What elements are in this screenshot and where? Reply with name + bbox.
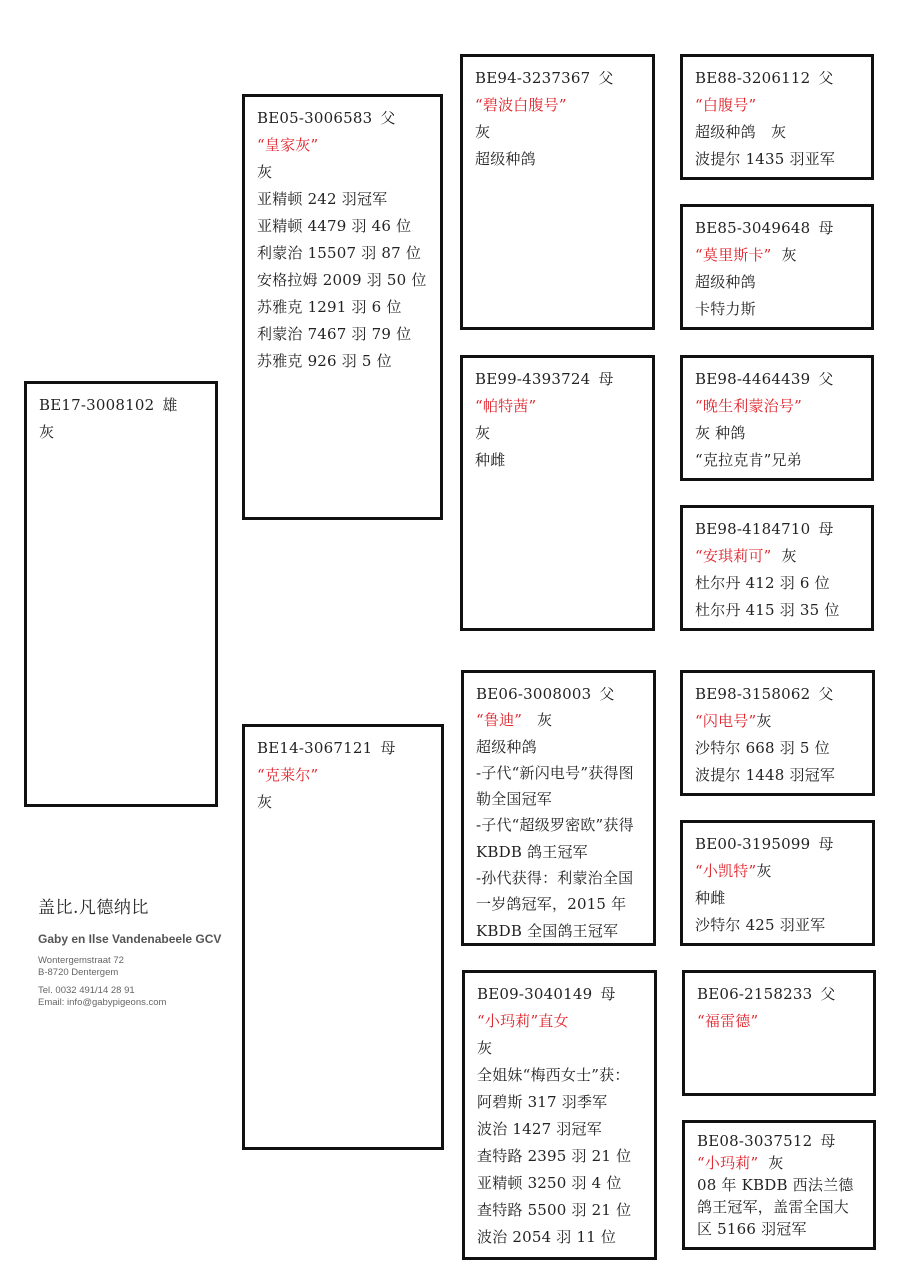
- detail-line: 苏雅克 926 羽 5 位: [257, 352, 392, 370]
- sex-label: 父: [599, 685, 615, 703]
- detail-line: 波治 1427 羽冠军: [477, 1120, 602, 1138]
- detail-line: 08 年 KBDB 西法兰德鸽王冠军，盖雷全国大区 5166 羽冠军: [697, 1176, 854, 1238]
- ring-number: BE06-3008003: [476, 685, 592, 703]
- detail-line: 沙特尔 668 羽 5 位: [695, 739, 830, 757]
- email-text: Email: info@gabypigeons.com: [38, 997, 167, 1008]
- detail-line: 阿碧斯 317 羽季军: [477, 1093, 608, 1111]
- sex-label: 母: [600, 985, 616, 1003]
- pigeon-name: “皇家灰”: [257, 136, 319, 154]
- detail-line: 安格拉姆 2009 羽 50 位: [257, 271, 427, 289]
- ring-number: BE00-3195099: [695, 835, 811, 853]
- pedigree-box-sds: [680, 355, 874, 481]
- pigeon-name: “小凯特”: [695, 862, 757, 880]
- pigeon-name: “小玛莉”: [477, 1012, 539, 1030]
- sex-label: 父: [820, 985, 836, 1003]
- address-line: B-8720 Dentergem: [38, 967, 119, 978]
- detail-line: 灰: [477, 1039, 493, 1057]
- detail-line: 波提尔 1448 羽冠军: [695, 766, 836, 784]
- phone-text: Tel. 0032 491/14 28 91: [38, 985, 135, 996]
- pedigree-box-ddd: [682, 1120, 876, 1250]
- ring-line: [257, 735, 431, 762]
- detail-line: -孙代获得：利蒙治全国一岁鸽冠军，2015 年 KBDB 全国鸽王冠军: [476, 869, 634, 940]
- ring-number: BE14-3067121: [257, 739, 373, 757]
- name-suffix: 灰: [781, 547, 797, 565]
- detail-line: -子代“新闪电号”获得图勒全国冠军: [476, 763, 634, 809]
- name-line: [477, 1008, 644, 1035]
- name-line: [695, 543, 861, 570]
- ring-line: [257, 105, 430, 132]
- pigeon-name: “小玛莉”: [697, 1154, 759, 1172]
- detail-line: 亚精顿 4479 羽 46 位: [257, 217, 412, 235]
- detail-line: 超级种鸽: [475, 150, 536, 168]
- detail-line: 亚精顿 242 羽冠军: [257, 190, 388, 208]
- ring-number: BE98-4184710: [695, 520, 811, 538]
- ring-number: BE98-3158062: [695, 685, 811, 703]
- address-line: Wontergemstraat 72: [38, 955, 124, 966]
- ring-line: [697, 1130, 863, 1152]
- detail-line: 种雌: [695, 889, 726, 907]
- name-suffix: 灰: [756, 712, 772, 730]
- detail-line: 杜尔丹 412 羽 6 位: [695, 574, 830, 592]
- ring-line: [476, 681, 643, 707]
- pedigree-box-dam-sire: [461, 670, 656, 946]
- ring-number: BE05-3006583: [257, 109, 373, 127]
- detail-line: 查特路 5500 羽 21 位: [477, 1201, 632, 1219]
- ring-line: [475, 65, 642, 92]
- pigeon-name: “闪电号”: [695, 712, 757, 730]
- detail-line: 全姐妹“梅西女士”获：: [477, 1066, 630, 1084]
- pedigree-box-sire: [242, 94, 443, 520]
- pigeon-name: “碧波白腹号”: [475, 96, 567, 114]
- ring-number: BE85-3049648: [695, 219, 811, 237]
- ring-number: BE09-3040149: [477, 985, 593, 1003]
- ring-number: BE06-2158233: [697, 985, 813, 1003]
- sex-label: 父: [818, 69, 834, 87]
- sex-label: 母: [820, 1132, 836, 1150]
- pedigree-box-sire-dam: [460, 355, 655, 631]
- pedigree-box-sdd: [680, 505, 874, 631]
- detail-line: 沙特尔 425 羽亚军: [695, 916, 826, 934]
- pedigree-box-dsd: [680, 820, 875, 946]
- sex-label: 母: [818, 520, 834, 538]
- ring-number: BE88-3206112: [695, 69, 811, 87]
- name-suffix: 直女: [538, 1012, 569, 1030]
- ring-line: [695, 516, 861, 543]
- ring-number: BE98-4464439: [695, 370, 811, 388]
- sex-label: 雄: [162, 396, 178, 414]
- detail-line: 波提尔 1435 羽亚军: [695, 150, 836, 168]
- pedigree-box-ssd: [680, 204, 874, 330]
- ring-line: [695, 366, 861, 393]
- detail-line: 超级种鸽 灰: [695, 123, 787, 141]
- ring-line: [695, 215, 861, 242]
- sex-label: 父: [598, 69, 614, 87]
- detail-line: 波治 2054 羽 11 位: [477, 1228, 617, 1246]
- name-suffix: 灰: [781, 246, 797, 264]
- pedigree-box-dds: [682, 970, 876, 1096]
- pigeon-name: “晚生利蒙治号”: [695, 397, 802, 415]
- breeder-name-en: Gaby en Ilse Vandenabeele GCV: [38, 932, 222, 946]
- pedigree-box-sss: [680, 54, 874, 180]
- pedigree-box-dam: [242, 724, 444, 1150]
- breeder-contact: [38, 985, 238, 1009]
- pigeon-name: “白腹号”: [695, 96, 757, 114]
- pigeon-name: “安琪莉可”: [695, 547, 772, 565]
- pigeon-name: “福雷德”: [697, 1012, 759, 1030]
- breeder-info: [38, 893, 238, 1009]
- name-suffix: 灰: [537, 711, 553, 730]
- ring-number: BE99-4393724: [475, 370, 591, 388]
- detail-line: 超级种鸽: [476, 737, 537, 756]
- name-suffix: 灰: [756, 862, 772, 880]
- name-line: [695, 242, 861, 269]
- detail-line: 卡特力斯: [695, 300, 756, 318]
- detail-line: 灰: [475, 123, 491, 141]
- name-suffix: 灰: [768, 1154, 784, 1172]
- pedigree-box-dam-dam: [462, 970, 657, 1260]
- detail-line: “克拉克肯”兄弟: [695, 451, 802, 469]
- pigeon-name: “克莱尔”: [257, 766, 319, 784]
- name-line: [476, 707, 643, 733]
- detail-line: -子代“超级罗密欧”获得 KBDB 鸽王冠军: [476, 816, 634, 861]
- ring-line: [697, 981, 863, 1008]
- detail-line: 利蒙治 15507 羽 87 位: [257, 244, 422, 262]
- ring-number: BE17-3008102: [39, 396, 155, 414]
- detail-line: 超级种鸽: [695, 273, 756, 291]
- sex-label: 母: [598, 370, 614, 388]
- pedigree-box-sire-sire: [460, 54, 655, 330]
- detail-line: 灰 种鸽: [695, 424, 746, 442]
- sex-label: 父: [818, 370, 834, 388]
- name-line: [695, 708, 862, 735]
- detail-line: 灰: [39, 423, 55, 441]
- detail-line: 苏雅克 1291 羽 6 位: [257, 298, 402, 316]
- detail-line: 查特路 2395 羽 21 位: [477, 1147, 632, 1165]
- pigeon-name: “莫里斯卡”: [695, 246, 772, 264]
- ring-line: [477, 981, 644, 1008]
- breeder-name-cn: 盖比.凡德纳比: [38, 898, 149, 918]
- detail-line: 杜尔丹 415 羽 35 位: [695, 601, 840, 619]
- detail-line: 亚精顿 3250 羽 4 位: [477, 1174, 622, 1192]
- sex-label: 母: [380, 739, 396, 757]
- ring-line: [695, 831, 862, 858]
- sex-label: 父: [380, 109, 396, 127]
- name-line: [695, 858, 862, 885]
- pedigree-box-dss: [680, 670, 875, 796]
- ring-number: BE08-3037512: [697, 1132, 813, 1150]
- detail-line: 灰: [257, 163, 273, 181]
- pigeon-name: “鲁迪”: [476, 711, 523, 730]
- sex-label: 母: [818, 835, 834, 853]
- ring-line: [695, 65, 861, 92]
- ring-line: [695, 681, 862, 708]
- name-line: [697, 1152, 863, 1174]
- detail-line: 利蒙治 7467 羽 79 位: [257, 325, 412, 343]
- breeder-address: [38, 955, 238, 979]
- sex-label: 母: [818, 219, 834, 237]
- detail-line: 灰: [257, 793, 273, 811]
- ring-line: [475, 366, 642, 393]
- pigeon-name: “帕特茜”: [475, 397, 537, 415]
- sex-label: 父: [818, 685, 834, 703]
- ring-line: [39, 392, 205, 419]
- detail-line: 种雌: [475, 451, 506, 469]
- pedigree-box-subject: [24, 381, 218, 807]
- ring-number: BE94-3237367: [475, 69, 591, 87]
- detail-line: 灰: [475, 424, 491, 442]
